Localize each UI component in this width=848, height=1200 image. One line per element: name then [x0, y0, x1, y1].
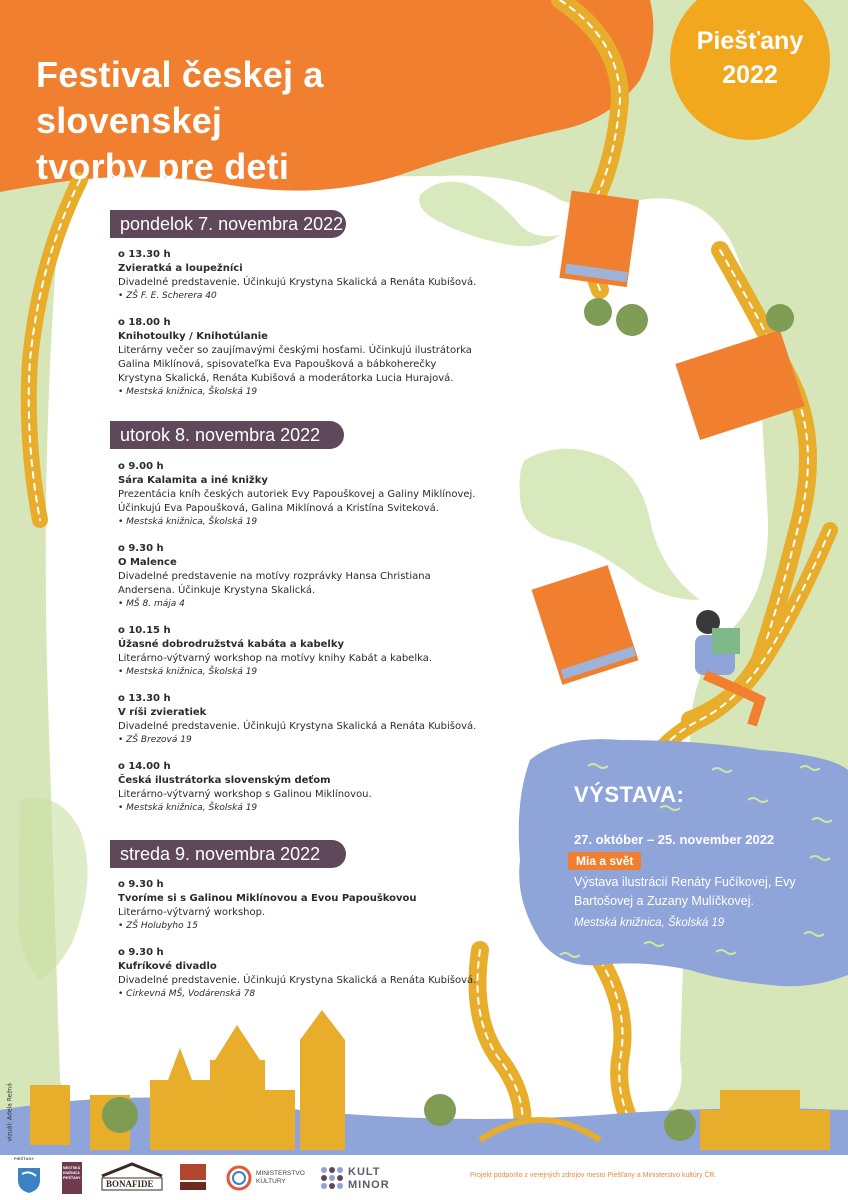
- logo-minor-text: MINOR: [348, 1179, 390, 1191]
- title-line-2: tvorby pre deti: [36, 146, 290, 187]
- event-place: • Cirkevná MŠ, Vodárenská 78: [118, 989, 256, 999]
- year: 2022: [722, 61, 778, 89]
- event-description: Divadelné predstavenie. Účinkujú Krystyna Skalická a Renáta Kubišová.: [118, 721, 477, 732]
- event-place: • ZŠ Holubyho 15: [118, 921, 198, 931]
- exhibition-heading: VÝSTAVA:: [574, 782, 685, 807]
- exhibition-description: Výstava ilustrácií Renáty Fučíkovej, Evy Bartošovej a Zuzany Mulíčkovej.: [574, 875, 796, 908]
- book-stack-icon: [178, 1162, 208, 1194]
- piestany-crest-icon: [14, 1162, 44, 1194]
- event-item: [118, 624, 488, 679]
- credit-text: vizuál: Adela Režná: [6, 1083, 14, 1142]
- event-item: [118, 692, 488, 747]
- events-wednesday: [118, 878, 478, 1014]
- kultminor-dots-icon: [320, 1166, 344, 1190]
- event-place: • ZŠ Brezová 19: [118, 735, 192, 745]
- event-title: Česká ilustrátorka slovenským deťom: [118, 775, 331, 786]
- event-title: V ríši zvieratiek: [118, 707, 207, 718]
- event-item: [118, 460, 488, 529]
- ministry-circle-icon: [226, 1165, 252, 1191]
- event-time: o 9.30 h: [118, 543, 164, 554]
- event-item: [118, 542, 488, 611]
- logo-kniznica-text: MESTSKÁ KNIŽNICA PIEŠŤANY: [63, 1166, 81, 1180]
- exhibition-name-badge: Mia a svět: [568, 852, 641, 870]
- event-title: Kufríkové divadlo: [118, 961, 217, 972]
- visual-credit: [0, 1040, 16, 1150]
- kultminor-logo: [320, 1162, 400, 1194]
- event-title: Tvoríme si s Galinou Miklínovou a Evou Papouškovou: [118, 893, 417, 904]
- exhibition-dates: 27. október – 25. november 2022: [574, 832, 775, 847]
- event-title: Zvieratká a loupežníci: [118, 263, 243, 274]
- event-item: [118, 248, 498, 303]
- event-time: o 13.30 h: [118, 693, 171, 704]
- page-title: [36, 52, 506, 190]
- exhibition-place: Mestská knižnica, Školská 19: [574, 917, 725, 929]
- title-line-1: Festival českej a slovenskej: [36, 54, 324, 141]
- event-time: o 9.00 h: [118, 461, 164, 472]
- bonafide-logo: [96, 1162, 168, 1194]
- event-description: Divadelné predstavenie. Účinkujú Krystyna Skalická a Renáta Kubišová.: [118, 277, 477, 288]
- event-time: o 9.30 h: [118, 879, 164, 890]
- event-description: Divadelné predstavenie. Účinkujú Krystyna Skalická a Renáta Kubišová.: [118, 975, 477, 986]
- events-monday: [118, 248, 498, 412]
- kniznica-logo: [62, 1162, 82, 1194]
- event-title: Sára Kalamita a iné knižky: [118, 475, 268, 486]
- event-description: Literárno-výtvarný workshop.: [118, 907, 266, 918]
- logo-kult-text: KULT: [348, 1166, 381, 1178]
- day-header-tuesday: utorok 8. novembra 2022: [110, 421, 344, 449]
- event-description: Literárno-výtvarný workshop s Galinou Miklínovou.: [118, 789, 372, 800]
- event-item: [118, 878, 478, 933]
- event-title: O Malence: [118, 557, 177, 568]
- event-place: • Mestská knižnica, Školská 19: [118, 387, 258, 397]
- event-place: • Mestská knižnica, Školská 19: [118, 517, 258, 527]
- event-time: o 9.30 h: [118, 947, 164, 958]
- logo-ministerstvo-text: MINISTERSTVO KULTURY: [256, 1170, 305, 1185]
- event-item: [118, 760, 488, 815]
- event-time: o 13.30 h: [118, 249, 171, 260]
- event-description: Divadelné predstavenie na motívy rozprávky Hansa Christiana Andersena. Účinkuje Krystyna Skalická.: [118, 571, 431, 596]
- event-description: Literárno-výtvarný workshop na motívy knihy Kabát a kabelka.: [118, 653, 433, 664]
- footer-support-note: Projekt podporilo z verejných zdrojov mesto Piešťany a Ministerstvo kultúry ČR.: [470, 1172, 717, 1179]
- event-place: • ZŠ F. E. Scherera 40: [118, 291, 217, 301]
- logo-bonafide-text: BONAFIDE: [106, 1179, 154, 1189]
- event-place: • Mestská knižnica, Školská 19: [118, 803, 258, 813]
- day-header-monday: pondelok 7. novembra 2022: [110, 210, 346, 238]
- csbook-logo: [178, 1162, 208, 1194]
- city-year-badge: [672, 24, 828, 92]
- event-description: Literárny večer so zaujímavými českými hosťami. Účinkujú ilustrátorka Galina Miklínová, spisovateľka Eva Papoušková a bábkoherečky Krystyna Skalická, Renáta Kubišová a moderátorka Lucia Hurajová.: [118, 345, 472, 384]
- event-time: o 14.00 h: [118, 761, 171, 772]
- event-item: [118, 316, 478, 399]
- logo-piestany-text: PIEŠŤANY: [14, 1156, 35, 1161]
- event-place: • MŠ 8. mája 4: [118, 599, 185, 609]
- events-tuesday: [118, 460, 488, 828]
- event-title: Knihotoulky / Knihotúlanie: [118, 331, 268, 342]
- event-description: Prezentácia kníh českých autoriek Evy Papouškovej a Galiny Miklínovej. Účinkujú Eva Papoušková, Galina Miklínová a Kristína Sviteková.: [118, 489, 476, 514]
- event-item: [118, 946, 478, 1001]
- ministerstvo-logo: [226, 1162, 316, 1194]
- event-title: Úžasné dobrodružstvá kabáta a kabelky: [118, 639, 345, 650]
- city-name: Piešťany: [696, 27, 804, 55]
- event-time: o 18.00 h: [118, 317, 171, 328]
- day-header-wednesday: streda 9. novembra 2022: [110, 840, 346, 868]
- bonafide-house-icon: [96, 1162, 168, 1194]
- event-time: o 10.15 h: [118, 625, 171, 636]
- piestany-logo: [14, 1156, 44, 1194]
- event-place: • Mestská knižnica, Školská 19: [118, 667, 258, 677]
